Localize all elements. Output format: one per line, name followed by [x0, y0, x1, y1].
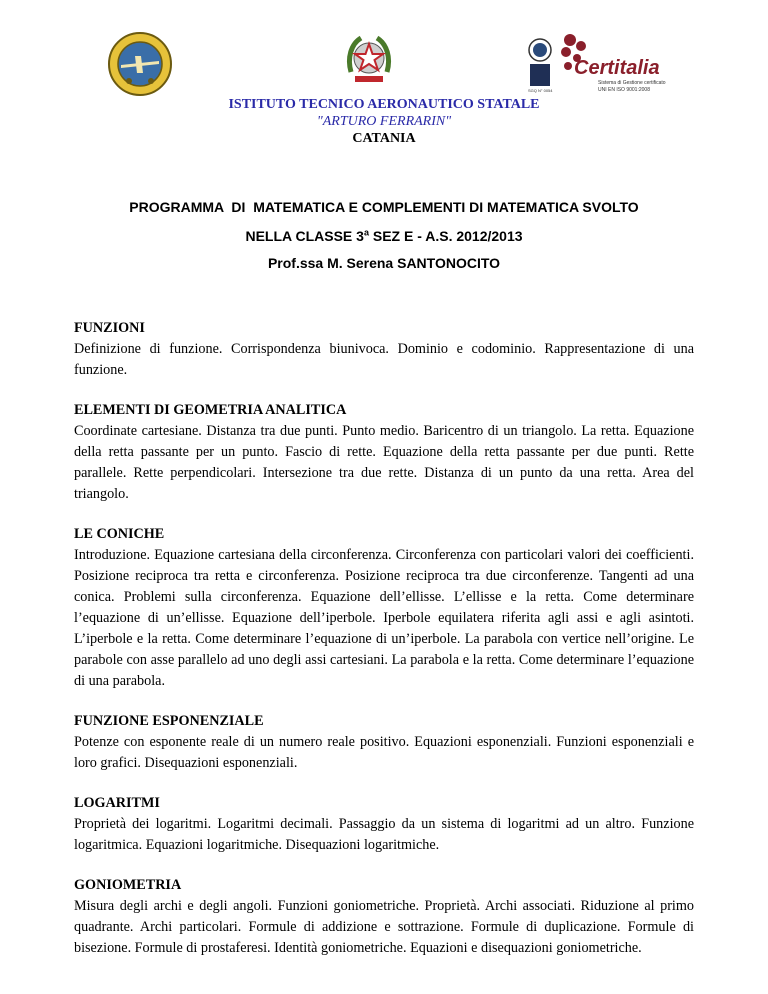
section-title: LE CONICHE [74, 526, 165, 542]
institute-city: CATANIA [352, 131, 416, 146]
italian-republic-emblem-icon [345, 32, 393, 88]
program-title: PROGRAMMA DI MATEMATICA E COMPLEMENTI DI MATEMATICA SVOLTO [129, 199, 639, 215]
svg-text:UNI EN ISO 9001:2008: UNI EN ISO 9001:2008 [598, 87, 650, 93]
header-logos [0, 28, 768, 93]
program-professor: Prof.ssa M. Serena SANTONOCITO [267, 255, 501, 271]
section-body: Potenze con esponente reale di un numero reale positivo. Equazioni esponenziali. Funzioni esponenziali e loro grafici. Disequazioni esponenziali. [74, 734, 694, 771]
section-body: Coordinate cartesiane. Distanza tra due punti. Punto medio. Baricentro di un triangolo. La retta. Equazione della retta passante per un punto. Fascio di rette. Equazione della retta passante per due punti. Rette parallele. Rette perpendicolari. Intersezione tra due rette. Distanza di un punto da una retta. Area del triangolo. [74, 423, 694, 502]
section-body: Definizione di funzione. Corrispondenza biunivoca. Dominio e codominio. Rappresentazione di una funzione. [74, 341, 694, 378]
section-body: Proprietà dei logaritmi. Logaritmi decimali. Passaggio da un sistema di logaritmi ad un altro. Funzione logaritmica. Equazioni logaritmiche. Disequazioni logaritmiche. [74, 816, 694, 853]
section-body: Misura degli archi e degli angoli. Funzioni goniometriche. Proprietà. Archi associati. Riduzione al primo quadrante. Archi particolari. Formule di addizione e sottrazione. Formule di duplicazione. Formule di bisezione. Formule di prostaferesi. Identità goniometriche. Equazioni e disequazioni goniometriche. [74, 898, 694, 956]
section-funzione-esponenziale [74, 711, 694, 774]
section-title: FUNZIONI [74, 320, 145, 336]
class-suffix: SEZ E - A.S. 2012/2013 [368, 228, 523, 244]
section-geometria-analitica [74, 400, 694, 505]
svg-text:Certitalia: Certitalia [574, 57, 660, 79]
section-coniche [74, 524, 694, 692]
section-title: LOGARITMI [74, 795, 160, 811]
institute-name: ISTITUTO TECNICO AERONAUTICO STATALE [228, 97, 540, 112]
section-body: Introduzione. Equazione cartesiana della circonferenza. Circonferenza con particolari valori dei coefficienti. Posizione reciproca tra retta e circonferenza. Posizione reciproca tra due circonferenze. Tangenti ad una conica. Problemi sulla circonferenza. Equazione dell’ellisse. L’ellisse e la retta. Come determinare l’equazione di un’ellisse. Equazione dell’iperbole. Iperbole equilatera riferita agli assi e agli asintoti. L’iperbole e la retta. Come determinare l’equazione di un’iperbole. La parabola con vertice nell’origine. Le parabole con asse parallelo ad uno degli assi cartesiani. La parabola e la retta. Come determinare l’equazione di una parabola. [74, 547, 694, 689]
section-title: FUNZIONE ESPONENZIALE [74, 713, 264, 729]
section-goniometria [74, 875, 694, 959]
class-superscript: a [363, 227, 369, 238]
program-class [0, 228, 768, 244]
section-logaritmi [74, 793, 694, 856]
svg-text:SGQ N° 0054: SGQ N° 0054 [528, 88, 553, 93]
section-title: GONIOMETRIA [74, 877, 182, 893]
section-title: ELEMENTI DI GEOMETRIA ANALITICA [74, 402, 347, 418]
program-content [74, 318, 694, 978]
svg-text:Sistema di Gestione certificat: Sistema di Gestione certificato [598, 80, 666, 86]
class-prefix: NELLA CLASSE 3 [245, 228, 364, 244]
section-funzioni [74, 318, 694, 381]
certitalia-logo [528, 30, 678, 94]
airplane-emblem-icon [107, 31, 173, 97]
institute-subtitle: "ARTURO FERRARIN" [316, 114, 452, 129]
